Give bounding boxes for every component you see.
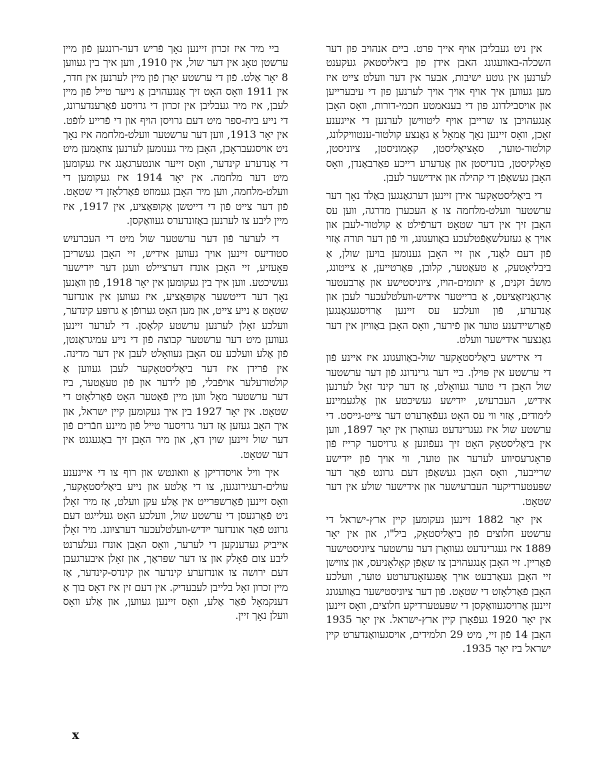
paragraph: אין ניט געבליבן אויף אייך פרט. ביים אנהויב פון דער השכלה-באוועגונג האבן אידן פון ביאליסטאק געקענט לערנען אין גוטע ישיבות, אבער אין דער וועלט צייט איז מען געווען איך אויף אויך אויך לערנען פון די עיבערייען און אויסבילדונג פון די בענאמטע חכמי-דורות, וואָס האָבן אָנגעהויבן צו שרייבן אויף ליטווישן לערנען די אייגענע זאָכן, וואָס זיינען נאָך אַמאָל אַ גאַנצע קולטור-ענטוויקלונג, קולטור-טוער, סאָציאַליסטן, קאָמוניסטן, ציוניסטן, פאָלקיסטן, בונדיסטן און אַנדערע רייכע פאַרבאַנדן, וואָס האָבן געשאַפֿן די קהילה און אידישער לעבן. <box>326 43 551 185</box>
left-text-column <box>63 42 288 624</box>
paragraph: די ביאַליסטאָקער אידן זיינען דערגאַנגען באַלד נאָך דער ערשטער וועלט-מלחמה צו אַ העכערן מדרגה, ווען עס האָבן זיך אין דער שטאָט דערפֿילט אַ קולטור-לעבן און אויך אַ געזעלשאַפֿטלעכע באַוועגונג, ווי פֿון דער תּורה אַזוי פֿון דעם לאַנד, און זיי האָבן גענומען בויען שולן, אַ ביבליאָטעק, אַ טעאַטער, קלובן, פּאַרטייען, אַ צייטונג, מושבֿ זקנים, אַ יתומים-הויז, ציוניסטישע און אַרבעטער אָרגאַניזאַציעס, אַ ברייטער אידיש-וועלטלעכער לעבן און אַנדערע, פֿון וועלכע עס זיינען אַרויסגעגאַנגען פֿאַרשיידענע טוער און פֿירער, וואָס האָבן באַוויזן אין דער גאַנצער אידישער וועלט. <box>326 190 551 346</box>
paragraph: די לערער פֿון דער ערשטער שול מיט די העברעיִש סטודיעס זיינען אויך געווען אידיש, זיי האָבן געשריבן פּאָעזיע, זיי האָבן אונדז דערציילט וועגן דער ייִדישער געשיכטע. ווען איך בין געקומען אין יאָר 1918, פֿון וואַנען נאָך דער דייטשער אַקופּאַציע, איז געווען אין אונדזער שטאָט אַ נייע צייט, און מען האָט גערופֿן אַ גרופּע קינדער, וועלכע זאָלן לערנען ערשטע קלאַסן. די לערער זיינען געווען מיט דער ערשטער קבוצה פֿון די נייע עמיגראַנטן, פֿון אַלע וועלכע עס האָבן געוואָלט לעבן אין דער מדינה. אין פֿרידן איז דער ביאַליסטאָקער לעבן געווען אַ קולטורעלער אויפֿבלי, פֿון לידער און פֿון טעאַטער, ביז דער ערשטער מאָל ווען מיין פֿאַטער האָט פֿאַרלאָזט די שטאָט. אין יאָר 1927 בין איך געקומען קיין ישראל, און איך האָב געזען אַז דער גרויסער טייל פֿון מיינע חבֿרים פֿון דער שול זיינען שוין דאָ, און מיר האָבן זיך באַגעגנט אין דער שטאָט. <box>63 233 288 461</box>
paragraph: ביי מיר איז זכרון זיינען נאָך פֿריש דער-רונגען פֿון מיין ערשטן טאָג אין דער שול, אין 1910, ווען איך בין געווען 8 יאָר אַלט. פֿון די ערשטע יאָרן פֿון מיין לערנען אין חדר, אין 1911 וואָס האָט זיך אָנגעהויבן אַ נייער טייל פֿון מיין לעבן, איז מיר געבליבן אין זכרון די גרויסע פֿאַרענדערונג, די נייע בית-ספר מיט דעם גרויסן הויף און די פֿרייע לופֿט. אין יאָר 1913, ווען דער ערשטער וועלט-מלחמה איז נאָך ניט אויסגעבראָכן, האָבן מיר גענומען לערנען צוזאַמען מיט די אַנדערע קינדער, וואָס זייער אונטערגאַנג איז געקומען מיט דער מלחמה. אין יאָר 1914 איז געקומען די וועלט-מלחמה, ווען מיר האָבן געמוזט פֿאַרלאָזן די שטאָט. פֿון דער צייט פֿון די דייטשן אַקופּאַציע, אין 1917, איז מיין ליבע צו לערנען באַזונדערס געוואַקסן. <box>63 43 289 228</box>
paragraph: אין יאָר 1882 זיינען געקומען קיין ארץ-ישראל די ערשטע חלוצים פֿון ביאַליסטאָק, ביל"ו, און אין יאָר 1889 איז געגרינדעט געוואָרן דער ערשטער ציוניסטישער פֿאַריין. זיי האָבן אָנגעהויבן צו שאַפֿן קאָלאָניעס, און צווישן זיי האָבן געאַרבעט אויך אָפּגעזאָנדערטע טוער, וועלכע האָבן פֿאַרלאָזט די שטאָט. פֿון דער ציוניסטישער באַוועגונג זיינען אַרויסגעוואַקסן די שפּעטערדיקע חלוצים, וואָס זיינען אין יאָר 1920 געפֿאָרן קיין ארץ-ישראל. אין יאָר 1935 האָבן 14 פֿון זיי, מיט 29 תלמידים, אויסגעוואַנדערט קיין ישראל ביז יאָר 1935. <box>326 514 551 656</box>
paragraph: די אידישע ביאַליסטאָקער שול-באַוועגונג איז איינע פֿון די ערשטע אין פּוילן. ביי דער גרינדונג פֿון דער ערשטער שול האָבן די טוער געוואָלט, אַז דער קינד זאָל לערנען אידיש, העברעיִש, ייִדישע געשיכטע און אַלגעמיינע לימודים, אַזוי ווי עס האָט געפֿאָדערט דער צייט-גייסט. די ערשטע שול איז געגרינדעט געוואָרן אין יאָר 1897, ווען אין ביאַליסטאָק האָט זיך געפֿונען אַ גרויסער קרייז פֿון פּראָגרעסיווע לערער און טוער, ווי אויך פֿון ייִדישע שרייבער, וואָס האָבן געשאַפֿן דעם גרונט פֿאַר דער שפּעטערדיקער העברעיִשער און אידישער שולע אין דער שטאָט. <box>326 352 551 508</box>
page-number: x <box>72 728 80 742</box>
right-text-column <box>326 42 551 656</box>
paragraph: איך וויל אויסדריקן אַ וואונטש און רוף צו די אייגענע עולים-רעגירונגען, צו די אַלטע און נייע ביאַליסטאָקער, וואָס זיינען פֿאַרשפּרייט אין אַלע עקן וועלט, אַז מיר זאָלן ניט פֿאַרגעסן די ערשטע שול, וועלכע האָט געלייגט דעם גרונט פֿאַר אונדזער ייִדיש-וועלטלעכער דערציִונג. מיר זאָלן אייביק געדענקען די לערער, וואָס האָבן אונדז געלערנט ליבע צום פֿאָלק און צו דער שפּראַך, און זאָלן איבערגעבן דעם ירושה צו אונדזערע קינדער און קינדס-קינדער, אַז מיין זכרון זאָל בלייבן לעבעדיק. אין דעם זין איז דאָס בוך אַ דענקמאָל פֿאַר אַלע, וואָס זיינען געווען, און אַלע וואָס וועלן נאָך זיין. <box>63 466 288 623</box>
